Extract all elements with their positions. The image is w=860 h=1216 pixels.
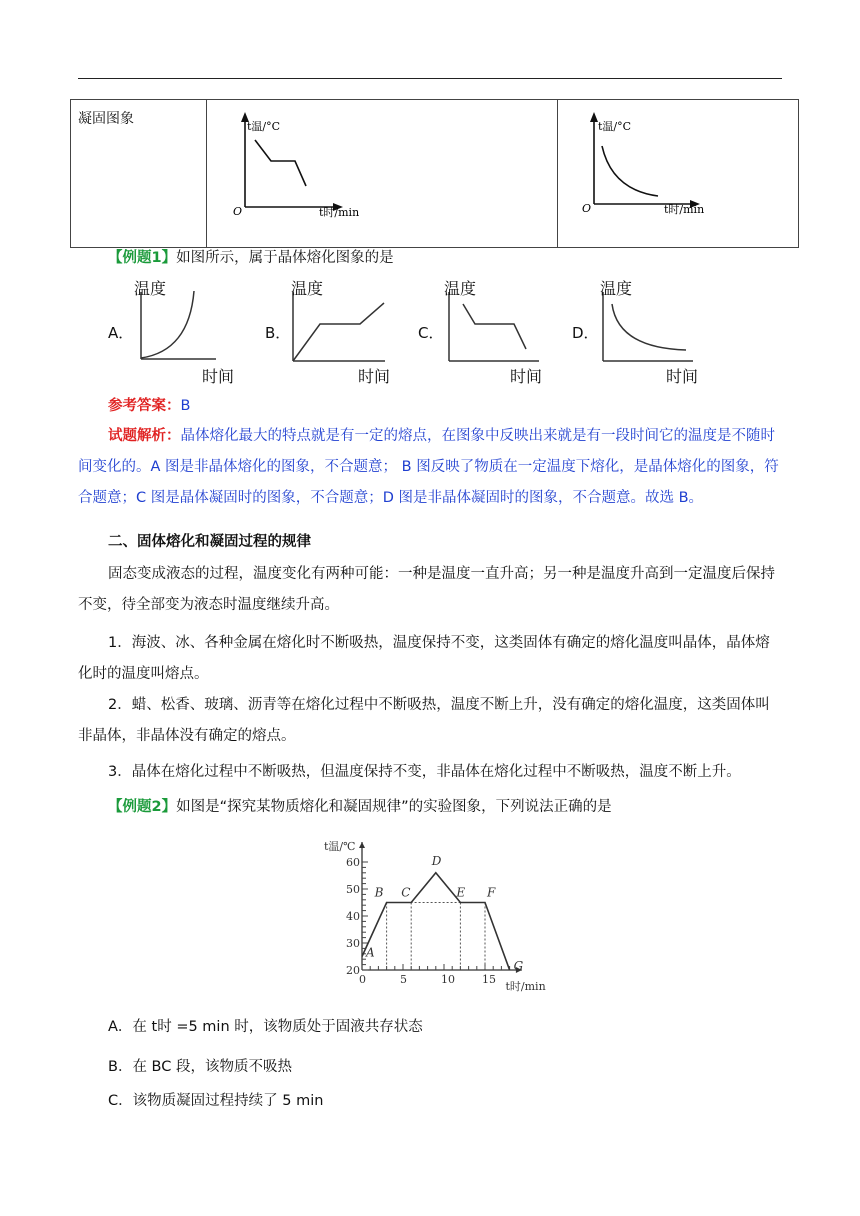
section2-item2: 2．蜡、松香、玻璃、沥青等在熔化过程中不断吸热，温度不断上升，没有确定的熔化温度，这类固体叫非晶体，非晶体没有确定的熔点。 bbox=[78, 697, 770, 744]
y-tick-label: 60 bbox=[346, 856, 360, 869]
example1-question: 如图所示，属于晶体熔化图象的是 bbox=[176, 250, 394, 266]
point-label: G bbox=[513, 959, 524, 973]
y-label: 温度 bbox=[600, 279, 633, 298]
origin-label: O bbox=[582, 202, 592, 215]
option-c[interactable]: C．该物质凝固过程持续了 5 min bbox=[108, 1093, 324, 1109]
example2-question-line bbox=[108, 795, 612, 816]
point-label: D bbox=[431, 853, 442, 868]
y-axis-label: t温/°C bbox=[598, 120, 632, 133]
x-label: 时间 bbox=[510, 367, 543, 386]
analysis-label: 试题解析： bbox=[108, 428, 181, 444]
option-c-label: C． bbox=[418, 324, 444, 342]
answer-value: B bbox=[180, 398, 191, 414]
option-a[interactable]: A．在 t时 =5 min 时，该物质处于固液共存状态 bbox=[108, 1019, 423, 1035]
solidification-table bbox=[70, 99, 799, 248]
answer-label: 参考答案： bbox=[108, 398, 181, 414]
point-label: F bbox=[487, 885, 496, 900]
row-label-cell bbox=[71, 100, 207, 248]
y-axis-label: t温/°C bbox=[247, 120, 281, 133]
x-tick-label: 5 bbox=[400, 973, 407, 986]
x-tick-label: 10 bbox=[441, 973, 455, 986]
example1-question-line bbox=[108, 246, 394, 267]
row-label: 凝固图象 bbox=[78, 111, 134, 127]
right-graph-cell bbox=[558, 100, 799, 248]
y-axis-arrow bbox=[359, 842, 365, 848]
header-rule bbox=[78, 78, 782, 79]
x-tick-label: 0 bbox=[359, 973, 366, 986]
example1-answer bbox=[108, 394, 190, 415]
y-axis-title: t温/℃ bbox=[324, 840, 356, 853]
example1-analysis bbox=[78, 421, 784, 514]
example2-tag: 【例题2】 bbox=[108, 799, 177, 815]
amorphous-solidification-graph bbox=[558, 100, 798, 239]
y-tick-label: 30 bbox=[346, 937, 360, 950]
analysis-text: 晶体熔化最大的特点就是有一定的熔点，在图象中反映出来就是有一段时间它的温度是不随时间变化的。A 图是非晶体熔化的图象，不合题意； B 图反映了物质在一定温度下熔化，是晶体熔化的图象，符合题意；C 图是晶体凝固时的图象，不合题意；D 图是非晶体凝固时的图象，不合题意。故选 B。 bbox=[78, 428, 779, 506]
option-a-label: A． bbox=[108, 324, 134, 342]
x-axis-label: t时/min bbox=[319, 206, 360, 219]
y-tick-label: 20 bbox=[346, 964, 360, 977]
point-label: C bbox=[401, 885, 411, 900]
section2-intro: 固态变成液态的过程，温度变化有两种可能：一种是温度一直升高；另一种是温度升高到一定温度后保持不变，待全部变为液态时温度继续升高。 bbox=[78, 566, 775, 613]
y-label: 温度 bbox=[291, 279, 324, 298]
section2-heading: 二、固体熔化和凝固过程的规律 bbox=[108, 534, 311, 550]
y-label: 温度 bbox=[134, 279, 167, 298]
y-label: 温度 bbox=[444, 279, 477, 298]
x-label: 时间 bbox=[666, 367, 699, 386]
option-b[interactable]: B．在 BC 段，该物质不吸热 bbox=[108, 1059, 292, 1075]
left-graph-cell bbox=[207, 100, 558, 248]
x-axis-title: t时/min bbox=[505, 980, 546, 993]
point-label: B bbox=[374, 885, 384, 900]
melting-solidification-chart bbox=[318, 832, 568, 1002]
y-tick-label: 50 bbox=[346, 883, 360, 896]
origin-label: O bbox=[233, 205, 243, 218]
example1-tag: 【例题1】 bbox=[108, 250, 177, 266]
option-d-label: D． bbox=[572, 324, 599, 342]
point-label: A bbox=[366, 945, 375, 960]
x-label: 时间 bbox=[202, 367, 235, 386]
section2-item1: 1．海波、冰、各种金属在熔化时不断吸热，温度保持不变，这类固体有确定的熔化温度叫晶体，晶体熔化时的温度叫熔点。 bbox=[78, 635, 770, 682]
x-label: 时间 bbox=[358, 367, 391, 386]
x-axis-label: t时/min bbox=[664, 203, 705, 216]
option-b-label: B． bbox=[265, 324, 291, 342]
y-tick-label: 40 bbox=[346, 910, 360, 923]
section2-item3: 3．晶体在熔化过程中不断吸热，但温度保持不变，非晶体在熔化过程中不断吸热，温度不断上升。 bbox=[108, 764, 741, 780]
example2-question: 如图是“探究某物质熔化和凝固规律”的实验图象，下列说法正确的是 bbox=[176, 799, 612, 815]
crystal-solidification-graph bbox=[207, 100, 557, 239]
point-label: E bbox=[456, 885, 466, 900]
x-tick-label: 15 bbox=[482, 973, 496, 986]
